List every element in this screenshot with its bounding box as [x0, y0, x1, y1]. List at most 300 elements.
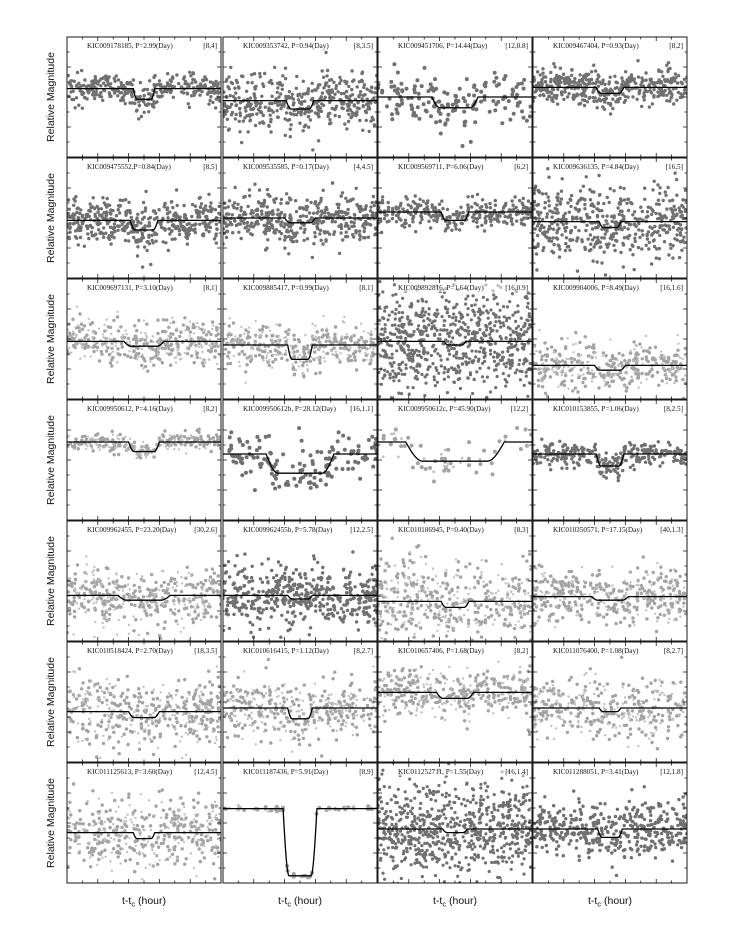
data-point: [109, 95, 112, 98]
data-point: [71, 336, 74, 339]
data-point: [584, 229, 587, 232]
data-point: [304, 124, 307, 127]
data-point: [487, 366, 490, 369]
data-point: [426, 334, 429, 337]
data-point: [99, 77, 102, 80]
data-point: [671, 256, 674, 259]
data-points: [66, 312, 220, 373]
data-point: [682, 236, 685, 239]
data-point: [206, 93, 209, 96]
data-point: [291, 367, 294, 370]
data-point: [198, 210, 201, 213]
data-point: [574, 331, 577, 334]
data-point: [665, 63, 668, 66]
data-point: [202, 79, 205, 82]
data-point: [555, 203, 558, 206]
data-point: [113, 222, 116, 225]
data-point: [292, 351, 294, 353]
data-point: [599, 99, 602, 102]
data-point: [373, 204, 376, 207]
data-point: [186, 237, 189, 240]
data-point: [143, 111, 146, 114]
data-point: [393, 333, 396, 336]
data-point: [269, 330, 271, 332]
data-point: [520, 328, 523, 331]
data-point: [621, 354, 624, 357]
data-point: [537, 367, 540, 370]
data-point: [400, 392, 403, 395]
panel-title: KIC009885417, P=0.99(Day): [243, 284, 329, 292]
data-point: [391, 207, 394, 210]
data-point: [558, 245, 561, 248]
data-point: [167, 326, 170, 329]
data-point: [358, 349, 361, 352]
data-point: [199, 206, 202, 209]
data-point: [350, 220, 353, 223]
data-point: [202, 360, 204, 362]
data-point: [662, 84, 665, 87]
data-point: [299, 226, 302, 229]
data-point: [515, 368, 518, 371]
data-point: [585, 175, 588, 178]
data-point: [493, 351, 496, 354]
data-point: [454, 223, 457, 226]
data-point: [346, 235, 349, 238]
data-point: [346, 208, 349, 211]
panel-params: [8,5]: [203, 163, 217, 171]
data-point: [367, 236, 370, 239]
data-point: [194, 231, 197, 234]
data-point: [448, 315, 451, 318]
data-point: [195, 352, 198, 355]
data-point: [597, 201, 600, 204]
data-point: [416, 203, 419, 206]
data-point: [443, 123, 447, 127]
data-point: [105, 349, 108, 352]
data-point: [335, 355, 338, 358]
data-point: [89, 202, 92, 205]
data-point: [465, 77, 469, 81]
data-point: [439, 328, 442, 331]
data-point: [556, 88, 559, 91]
data-point: [263, 230, 266, 233]
data-point: [683, 241, 686, 244]
data-point: [400, 336, 403, 339]
data-point: [394, 312, 397, 315]
panel-params: [16,5]: [665, 163, 683, 171]
data-point: [366, 348, 368, 350]
data-point: [322, 315, 324, 317]
data-point: [254, 124, 257, 127]
data-point: [292, 334, 295, 337]
data-point: [239, 114, 242, 117]
data-point: [124, 102, 127, 105]
data-point: [563, 78, 566, 81]
data-point: [506, 350, 509, 353]
data-point: [542, 94, 545, 97]
data-point: [127, 201, 130, 204]
data-point: [522, 197, 525, 200]
data-point: [98, 359, 101, 362]
data-point: [546, 212, 549, 215]
data-point: [518, 359, 521, 362]
data-point: [494, 76, 498, 80]
data-point: [511, 223, 514, 226]
data-point: [591, 82, 594, 85]
data-point: [611, 98, 614, 101]
data-point: [406, 353, 409, 356]
data-point: [467, 333, 470, 336]
data-point: [123, 353, 126, 356]
data-point: [462, 352, 465, 355]
data-point: [675, 214, 678, 217]
data-point: [628, 223, 631, 226]
data-point: [497, 82, 501, 86]
data-point: [227, 351, 230, 354]
data-point: [151, 356, 154, 359]
data-point: [538, 94, 541, 97]
data-point: [394, 375, 397, 378]
data-point: [401, 316, 404, 319]
data-point: [502, 77, 506, 81]
data-point: [393, 283, 396, 286]
data-point: [387, 318, 390, 321]
data-point: [216, 363, 218, 365]
data-point: [345, 213, 348, 216]
data-point: [594, 69, 597, 72]
data-point: [583, 203, 586, 206]
data-point: [136, 254, 139, 257]
data-point: [404, 363, 407, 366]
data-point: [387, 208, 390, 211]
panel-kic009475552: [66, 158, 222, 278]
data-point: [243, 222, 246, 225]
data-point: [417, 324, 420, 327]
data-point: [283, 222, 286, 225]
data-point: [352, 235, 355, 238]
data-point: [623, 101, 626, 104]
data-point: [283, 117, 286, 120]
data-point: [510, 199, 513, 202]
data-point: [79, 89, 82, 92]
data-point: [536, 70, 539, 73]
data-point: [252, 107, 255, 110]
data-point: [509, 361, 512, 364]
data-point: [526, 305, 529, 308]
data-point: [578, 73, 581, 76]
data-point: [355, 110, 358, 113]
data-point: [442, 90, 446, 94]
data-point: [249, 232, 252, 235]
data-point: [224, 348, 227, 351]
data-point: [675, 379, 678, 382]
data-point: [276, 86, 279, 89]
data-point: [414, 314, 417, 317]
data-point: [356, 85, 359, 88]
data-point: [228, 199, 231, 202]
data-point: [437, 372, 440, 375]
data-point: [413, 351, 416, 354]
data-point: [364, 352, 366, 354]
data-point: [560, 190, 563, 193]
data-point: [674, 208, 677, 211]
data-point: [257, 201, 260, 204]
data-point: [239, 365, 241, 367]
data-point: [516, 82, 520, 86]
data-point: [558, 248, 561, 251]
data-point: [167, 335, 169, 337]
data-point: [218, 355, 220, 357]
data-point: [425, 358, 428, 361]
data-point: [634, 217, 637, 220]
data-point: [568, 81, 571, 84]
data-point: [551, 210, 554, 213]
data-point: [96, 205, 99, 208]
data-point: [248, 327, 250, 329]
data-point: [526, 297, 529, 300]
data-point: [215, 227, 218, 230]
data-point: [430, 215, 433, 218]
data-point: [234, 335, 236, 337]
data-point: [396, 301, 399, 304]
data-point: [480, 205, 483, 208]
data-point: [603, 236, 606, 239]
data-point: [445, 227, 448, 230]
data-point: [446, 113, 450, 117]
data-point: [570, 229, 573, 232]
data-point: [298, 122, 301, 125]
data-point: [68, 237, 71, 240]
data-point: [81, 107, 84, 110]
data-point: [110, 333, 112, 335]
data-point: [472, 94, 476, 98]
data-point: [96, 349, 98, 351]
data-point: [422, 102, 426, 106]
data-point: [317, 202, 320, 205]
data-point: [625, 78, 628, 81]
data-point: [261, 355, 264, 358]
data-point: [668, 67, 671, 70]
data-point: [358, 107, 361, 110]
data-point: [287, 328, 290, 331]
data-point: [277, 340, 279, 342]
data-point: [368, 130, 371, 133]
data-point: [678, 256, 681, 259]
data-point: [509, 333, 512, 336]
data-point: [268, 211, 271, 214]
data-point: [268, 364, 271, 367]
data-point: [480, 224, 483, 227]
data-point: [653, 81, 656, 84]
data-point: [293, 338, 296, 341]
data-point: [462, 110, 466, 114]
data-point: [237, 231, 240, 234]
data-point: [338, 360, 341, 363]
data-point: [653, 180, 656, 183]
data-point: [555, 236, 558, 239]
data-point: [299, 219, 302, 222]
data-point: [663, 240, 666, 243]
data-point: [509, 338, 512, 341]
data-point: [601, 79, 604, 82]
data-point: [239, 209, 242, 212]
data-point: [205, 208, 208, 211]
data-point: [141, 348, 143, 350]
data-point: [443, 319, 446, 322]
data-point: [520, 317, 523, 320]
data-point: [307, 115, 310, 118]
data-point: [311, 97, 314, 100]
data-point: [450, 340, 453, 343]
data-point: [614, 87, 617, 90]
data-point: [510, 364, 513, 367]
data-point: [513, 345, 516, 348]
data-point: [107, 236, 110, 239]
data-point: [403, 351, 406, 354]
data-point: [628, 234, 631, 237]
data-point: [489, 390, 492, 393]
data-point: [461, 222, 464, 225]
data-point: [269, 130, 272, 133]
data-point: [262, 114, 265, 117]
data-point: [346, 200, 349, 203]
data-point: [146, 88, 149, 91]
data-point: [317, 206, 320, 209]
data-point: [618, 202, 621, 205]
data-point: [310, 109, 313, 112]
data-point: [443, 366, 446, 369]
panel-params: [6,2]: [514, 163, 528, 171]
data-point: [596, 78, 599, 81]
data-point: [87, 237, 90, 240]
data-point: [278, 81, 281, 84]
data-point: [489, 308, 492, 311]
data-point: [323, 357, 325, 359]
data-point: [277, 116, 280, 119]
data-point: [193, 94, 196, 97]
data-point: [78, 212, 81, 215]
data-point: [434, 384, 437, 387]
data-point: [398, 304, 401, 307]
data-point: [214, 208, 217, 211]
data-point: [205, 333, 208, 336]
data-point: [396, 71, 400, 75]
data-point: [597, 386, 600, 389]
data-point: [288, 216, 291, 219]
data-point: [76, 227, 79, 230]
data-point: [278, 237, 281, 240]
data-point: [430, 86, 434, 90]
data-point: [391, 369, 394, 372]
data-point: [395, 220, 398, 223]
data-point: [489, 206, 492, 209]
data-point: [432, 324, 435, 327]
data-point: [645, 244, 648, 247]
data-point: [186, 352, 189, 355]
data-point: [597, 174, 600, 177]
data-point: [157, 208, 160, 211]
data-point: [186, 92, 189, 95]
data-point: [596, 208, 599, 211]
data-point: [302, 361, 305, 364]
data-point: [470, 360, 473, 363]
data-point: [383, 369, 386, 372]
panel-params: [8,4]: [203, 42, 217, 50]
data-point: [553, 65, 556, 68]
data-point: [365, 340, 368, 343]
data-point: [228, 324, 231, 327]
data-point: [378, 395, 381, 398]
data-point: [188, 106, 191, 109]
data-point: [171, 223, 174, 226]
data-point: [564, 249, 567, 252]
data-point: [564, 242, 567, 245]
data-point: [461, 215, 464, 218]
data-point: [101, 99, 104, 102]
data-point: [189, 330, 192, 333]
data-point: [675, 178, 678, 181]
data-point: [425, 110, 429, 114]
data-point: [412, 367, 415, 370]
data-point: [370, 86, 373, 89]
data-point: [247, 228, 250, 231]
data-point: [448, 353, 451, 356]
data-point: [242, 196, 245, 199]
data-point: [262, 122, 265, 125]
data-point: [224, 222, 227, 225]
data-point: [242, 213, 245, 216]
data-point: [320, 95, 323, 98]
data-point: [489, 321, 492, 324]
data-point: [360, 336, 363, 339]
data-point: [425, 373, 428, 376]
data-point: [489, 336, 492, 339]
data-point: [180, 358, 182, 360]
data-point: [94, 78, 97, 81]
data-point: [569, 239, 572, 242]
data-point: [370, 330, 372, 332]
data-point: [668, 199, 671, 202]
data-point: [276, 91, 279, 94]
data-point: [176, 204, 179, 207]
data-point: [552, 228, 555, 231]
data-point: [552, 251, 555, 254]
data-point: [320, 342, 322, 344]
data-point: [263, 72, 266, 75]
data-point: [606, 196, 609, 199]
data-point: [170, 80, 173, 83]
data-point: [285, 228, 288, 231]
data-point: [434, 366, 437, 369]
data-point: [449, 216, 452, 219]
data-point: [398, 311, 401, 314]
data-point: [552, 62, 555, 65]
data-point: [643, 98, 646, 101]
data-point: [482, 331, 485, 334]
data-point: [202, 234, 205, 237]
data-point: [175, 188, 178, 191]
data-point: [212, 84, 215, 87]
data-point: [625, 389, 628, 392]
data-point: [633, 237, 636, 240]
data-point: [163, 205, 166, 208]
data-point: [637, 222, 640, 225]
data-point: [77, 104, 80, 107]
data-point: [79, 358, 81, 360]
data-point: [615, 239, 618, 242]
data-point: [314, 221, 317, 224]
data-point: [607, 82, 610, 85]
